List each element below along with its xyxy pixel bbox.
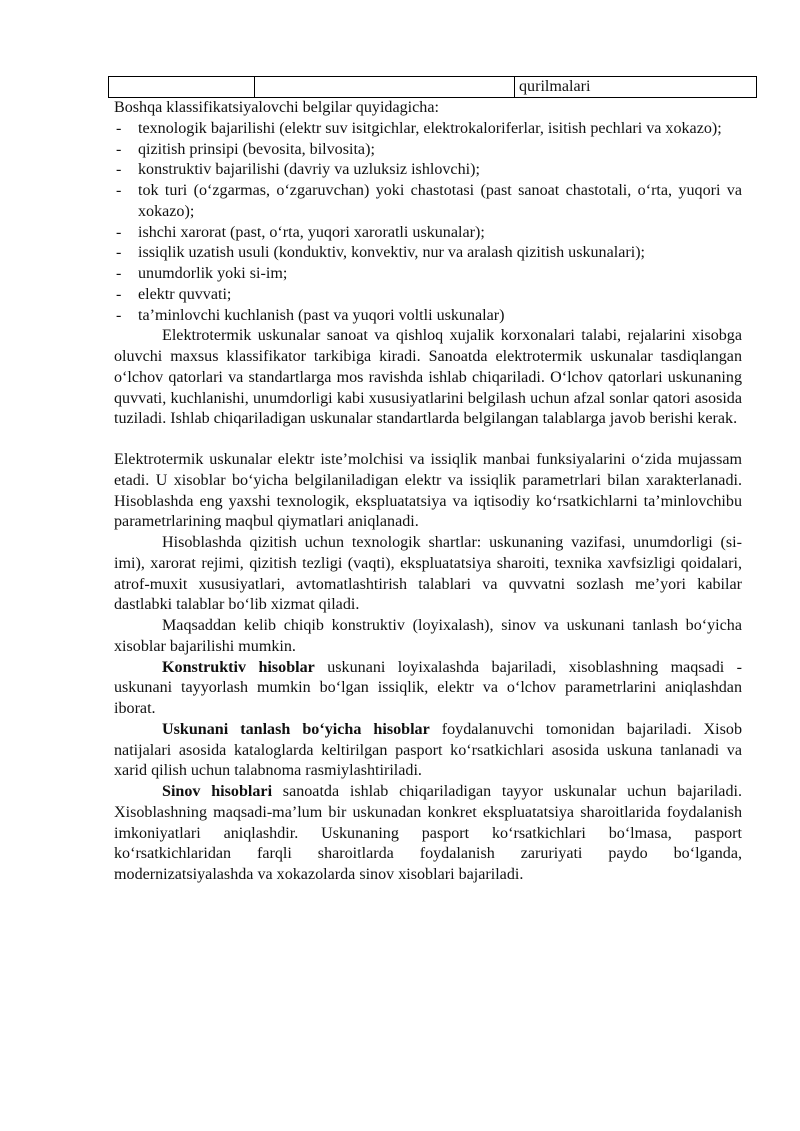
- paragraph-selection: [114, 720, 742, 782]
- paragraph-constructive: [114, 658, 742, 720]
- paragraph-gap: [114, 430, 742, 450]
- table-cell-devices: qurilmalari: [515, 77, 757, 98]
- paragraph-conditions: Hisoblashda qizitish uchun texnologik shartlar: uskunaning vazifasi, unumdorligi (si-imi), xarorat rejimi, qizitish tezligi (vaqti), ekspluatatsiya sharoiti, texnika xavfsizligi qoidalari, atrof-muxit xususiyatlari, avtomatlashtirish talablari va quvvatni sozlash me’yori kabilar dastlabki talablar bo‘lib xizmat qiladi.: [114, 534, 742, 614]
- table-cell-empty-2: [255, 77, 515, 98]
- definition-testing: sanoatda ishlab chiqariladigan tayyor uskunalar uchun bajariladi. Xisoblashning maqsadi-ma’lum bir uskunadan konkret ekspluatatsiya sharoitlarida foydalanish imkoniyatlari aniqlashdir. Uskunaning pasport ko‘rsatkichlari bo‘lmasa, pasport ko‘rsatkichlaridan farqli sharoitlarda foydalanish zaruriyati paydo bo‘lganda, modernizatsiyalashda va xokazolarda sinov xisoblari bajariladi.: [114, 783, 742, 883]
- paragraph-classifier: Elektrotermik uskunalar sanoat va qishloq xujalik korxonalari talabi, rejalarini xisobga oluvchi maxsus klassifikator tarkibiga kiradi. Sanoatda elektrotermik uskunalar tasdiqlangan o‘lchov qatorlari va standartlarga mos ravishda ishlab chiqariladi. O‘lchov qatorlari uskunaning quvvati, kuchlanishi, unumdorligi kabi xususiyatlarini belgilash uchun afzal sonlar qatori asosida tuziladi. Ishlab chiqariladigan uskunalar standartlarda belgilangan talablarga javob berishi kerak.: [114, 327, 742, 428]
- term-selection: Uskunani tanlash bo‘yicha hisoblar: [162, 720, 430, 738]
- paragraph-functions: Elektrotermik uskunalar elektr iste’molchisi va issiqlik manbai funksiyalarini o‘zida mujassam etadi. U xisoblar bo‘yicha belgilaniladigan elektr va issiqlik parametrlari bilan xarakterlanadi. Hisoblashda eng yaxshi texnologik, ekspluatatsiya va iqtisodiy ko‘rsatkichlarni ta’minlovchibu parametrlarining maqbul qiymatlari aniqlanadi.: [114, 451, 742, 531]
- continued-table: [108, 76, 757, 98]
- list-item: - konstruktiv bajarilishi (davriy va uzluksiz ishlovchi);: [114, 160, 742, 181]
- document-page: [114, 76, 742, 886]
- term-testing: Sinov hisoblari: [162, 783, 273, 800]
- paragraph-testing: [114, 782, 742, 886]
- classification-intro: Boshqa klassifikatsiyalovchi belgilar quyidagicha:: [114, 99, 439, 116]
- list-item: - qizitish prinsipi (bevosita, bilvosita);: [114, 140, 742, 161]
- list-item: - elektr quvvati;: [114, 285, 742, 306]
- definition-constructive: uskunani loyixalashda bajariladi, xisoblashning maqsadi - uskunani tayyorlash mumkin bo‘lgan issiqlik, elektr va o‘lchov parametrlarini aniqlashdan iborat.: [114, 658, 742, 717]
- list-item: - issiqlik uzatish usuli (konduktiv, konvektiv, nur va aralash qizitish uskunalari);: [114, 243, 742, 264]
- list-item: - ishchi xarorat (past, o‘rta, yuqori xaroratli uskunalar);: [114, 223, 742, 244]
- list-item: - unumdorlik yoki si-im;: [114, 264, 742, 285]
- classification-list: [114, 119, 742, 327]
- list-item: - ta’minlovchi kuchlanish (past va yuqori voltli uskunalar): [114, 306, 742, 327]
- list-item: - tok turi (o‘zgarmas, o‘zgaruvchan) yoki chastotasi (past sanoat chastotali, o‘rta, yuqori va xokazo);: [114, 181, 742, 223]
- term-constructive: Konstruktiv hisoblar: [162, 658, 315, 676]
- table-row: [109, 77, 757, 98]
- definition-selection: foydalanuvchi tomonidan bajariladi. Xisob natijalari asosida kataloglarda keltirilgan pasport ko‘rsatkichlari asosida uskuna tanlanadi va xarid qilish uchun talabnoma rasmiylashtiriladi.: [114, 720, 743, 780]
- table-cell-empty-1: [109, 77, 255, 98]
- paragraph-calc-types: Maqsaddan kelib chiqib konstruktiv (loyixalash), sinov va uskunani tanlash bo‘yicha xisoblar bajarilishi mumkin.: [114, 617, 742, 655]
- list-item: - texnologik bajarilishi (elektr suv isitgichlar, elektrokaloriferlar, isitish pechlari va xokazo);: [114, 119, 742, 140]
